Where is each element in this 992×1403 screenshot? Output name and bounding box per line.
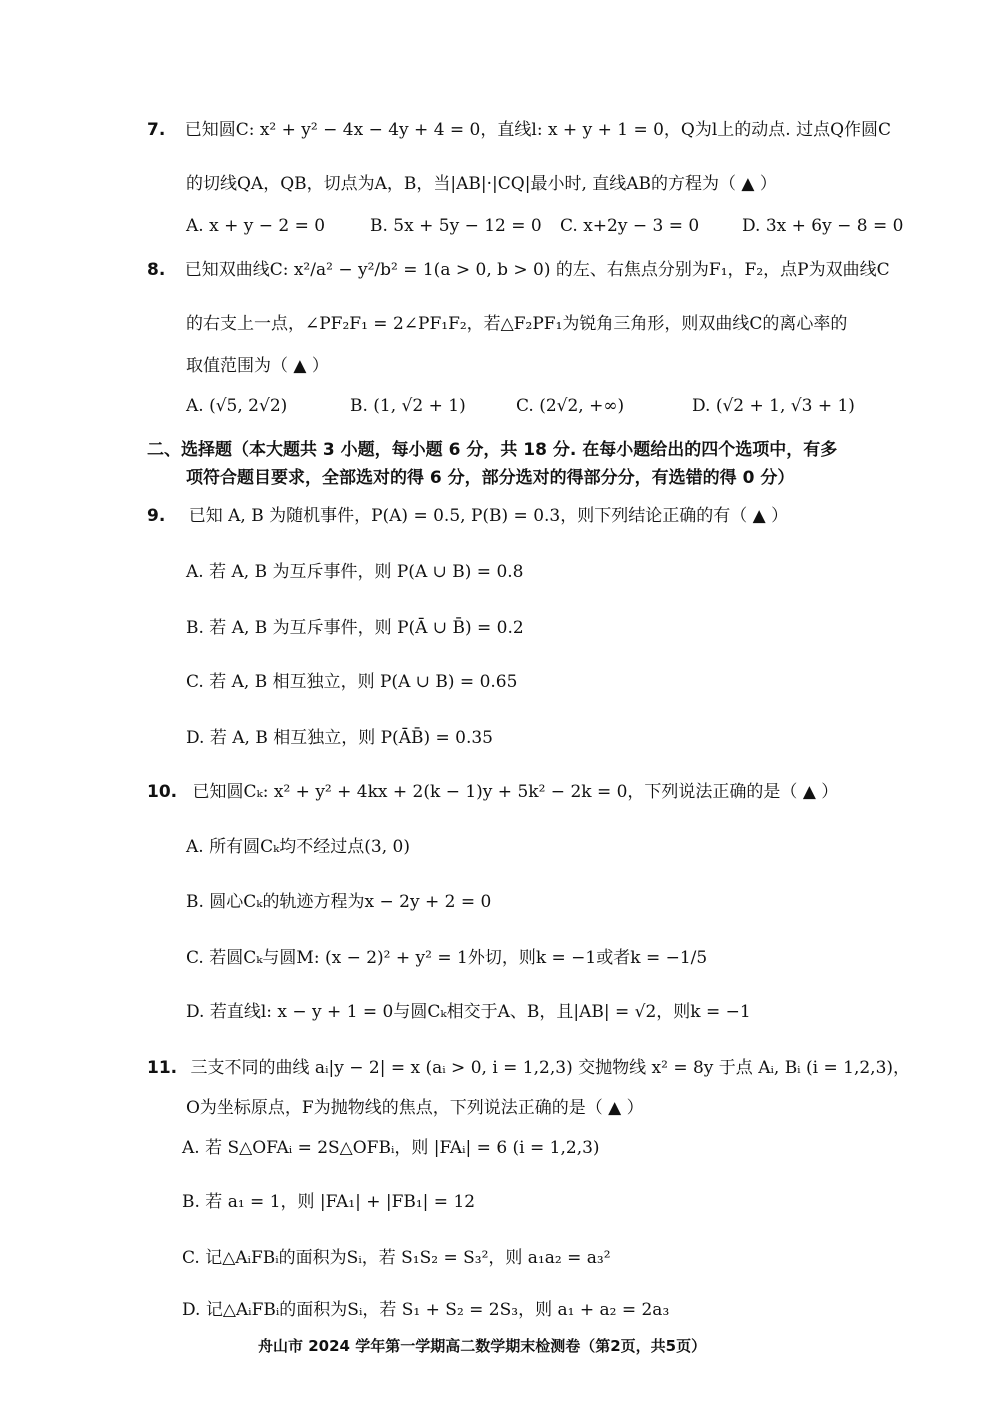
q10-option-c: C. 若圆Cₖ与圆M: (x − 2)² + y² = 1外切，则k = −1或者k = −1/5 xyxy=(186,948,708,968)
q10-stem: 已知圆Cₖ: x² + y² + 4kx + 2(k − 1)y + 5k² − 2k = 0，下列说法正确的是（ ▲ ） xyxy=(192,782,839,802)
q10-option-a: A. 所有圆Cₖ均不经过点(3, 0) xyxy=(186,837,410,857)
q8-option-d: D. (√2 + 1, √3 + 1) xyxy=(692,396,855,416)
q7-option-b: B. 5x + 5y − 12 = 0 xyxy=(370,216,542,236)
q7-number: 7. xyxy=(147,120,166,140)
q10-line1 xyxy=(147,780,838,804)
q7-stem-line2: 的切线QA，QB，切点为A，B，当|AB|·|CQ|最小时, 直线AB的方程为（ ▲ ） xyxy=(186,174,777,194)
q7-option-a: A. x + y − 2 = 0 xyxy=(186,216,326,236)
section2-heading-line1: 二、选择题（本大题共 3 小题，每小题 6 分，共 18 分. 在每小题给出的四个选项中，有多 xyxy=(147,440,838,460)
q7-stem-line1: 已知圆C: x² + y² − 4x − 4y + 4 = 0，直线l: x + y + 1 = 0，Q为l上的动点. 过点Q作圆C xyxy=(184,120,892,140)
q8-stem-line1: 已知双曲线C: x²/a² − y²/b² = 1(a > 0, b > 0) 的左、右焦点分别为F₁，F₂，点P为双曲线C xyxy=(184,260,890,280)
q10-option-b: B. 圆心Cₖ的轨迹方程为x − 2y + 2 = 0 xyxy=(186,892,492,912)
q11-option-c: C. 记△AᵢFBᵢ的面积为Sᵢ，若 S₁S₂ = S₃²，则 a₁a₂ = a₃² xyxy=(182,1248,611,1268)
q8-stem-line2: 的右支上一点，∠PF₂F₁ = 2∠PF₁F₂，若△F₂PF₁为锐角三角形，则双曲线C的离心率的 xyxy=(186,314,848,334)
q9-line1 xyxy=(147,504,788,528)
q7-option-c: C. x+2y − 3 = 0 xyxy=(560,216,700,236)
q9-stem: 已知 A, B 为随机事件，P(A) = 0.5, P(B) = 0.3，则下列结论正确的有（ ▲ ） xyxy=(188,506,789,526)
q9-option-d: D. 若 A, B 相互独立，则 P(ĀB̄) = 0.35 xyxy=(186,728,493,748)
q8-option-c: C. (2√2, +∞) xyxy=(516,396,625,416)
q8-option-b: B. (1, √2 + 1) xyxy=(350,396,466,416)
q11-option-d: D. 记△AᵢFBᵢ的面积为Sᵢ，若 S₁ + S₂ = 2S₃，则 a₁ + a₂ = 2a₃ xyxy=(182,1300,670,1320)
q8-line1 xyxy=(147,258,890,282)
section2-heading-line2: 项符合题目要求，全部选对的得 6 分，部分选对的得部分分，有选错的得 0 分） xyxy=(186,468,795,488)
q8-stem-line3: 取值范围为（ ▲ ） xyxy=(186,356,329,376)
q11-stem-line2: O为坐标原点，F为抛物线的焦点，下列说法正确的是（ ▲ ） xyxy=(186,1098,644,1118)
q9-option-c: C. 若 A, B 相互独立，则 P(A ∪ B) = 0.65 xyxy=(186,672,518,692)
q11-number: 11. xyxy=(147,1058,178,1078)
q9-option-a: A. 若 A, B 为互斥事件，则 P(A ∪ B) = 0.8 xyxy=(186,562,524,582)
q8-number: 8. xyxy=(147,260,166,280)
q10-option-d: D. 若直线l: x − y + 1 = 0与圆Cₖ相交于A、B，且|AB| = √2，则k = −1 xyxy=(186,1002,751,1022)
q9-number: 9. xyxy=(147,506,166,526)
q11-option-b: B. 若 a₁ = 1，则 |FA₁| + |FB₁| = 12 xyxy=(182,1192,476,1212)
page-footer: 舟山市 2024 学年第一学期高二数学期末检测卷（第2页，共5页） xyxy=(258,1337,707,1355)
q11-option-a: A. 若 S△OFAᵢ = 2S△OFBᵢ，则 |FAᵢ| = 6 (i = 1,2,3) xyxy=(182,1138,600,1158)
q11-stem-line1: 三支不同的曲线 aᵢ|y − 2| = x (aᵢ > 0, i = 1,2,3) 交抛物线 x² = 8y 于点 Aᵢ, Bᵢ (i = 1,2,3)， xyxy=(190,1058,911,1078)
q10-number: 10. xyxy=(147,782,178,802)
q8-option-a: A. (√5, 2√2) xyxy=(186,396,288,416)
q11-line1 xyxy=(147,1056,910,1080)
q7-option-d: D. 3x + 6y − 8 = 0 xyxy=(742,216,904,236)
q7-line1 xyxy=(147,118,891,142)
q9-option-b: B. 若 A, B 为互斥事件，则 P(Ā ∪ B̄) = 0.2 xyxy=(186,618,524,638)
